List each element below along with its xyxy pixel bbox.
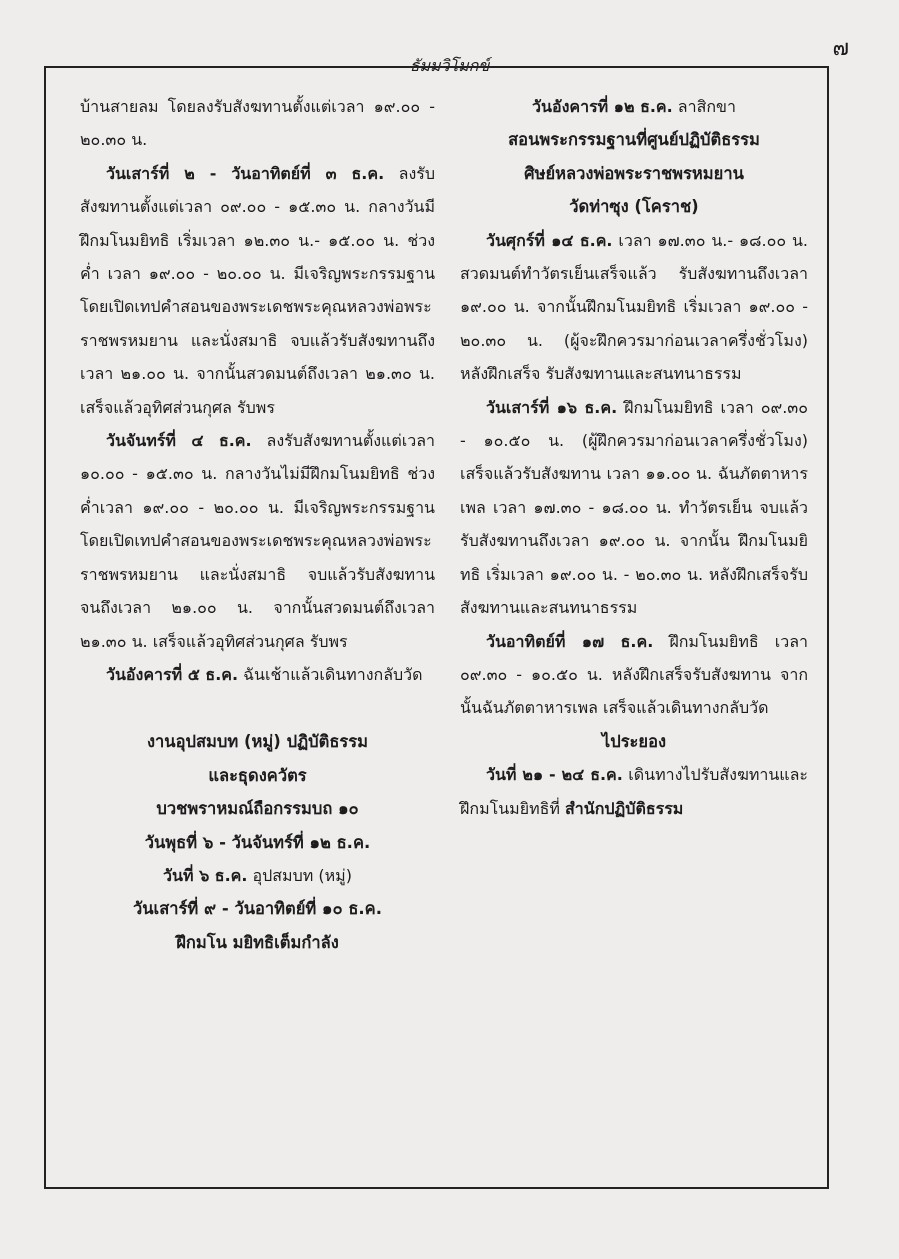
paragraph-text: ฉันเช้าแล้วเดินทางกลับวัด (238, 664, 423, 684)
schedule-full-training: ฝึกมโน มยิทธิเต็มกำลัง (176, 932, 339, 952)
running-title: ธัมมวิโมกข์ (409, 56, 490, 75)
section-title-rayong: ไประยอง (601, 731, 667, 751)
section-title-korat: วัดท่าซุง (โคราช) (569, 197, 699, 217)
right-column (460, 90, 808, 825)
paragraph-dec-5 (80, 658, 435, 691)
paragraph-text: ลาสิกขา (672, 97, 736, 116)
place-name: สำนักปฏิบัติธรรม (565, 798, 684, 818)
page-number: ๗ (832, 36, 849, 61)
date-heading: วันเสาร์ที่ ๑๖ ธ.ค. (486, 397, 618, 417)
paragraph-dec-14 (460, 224, 808, 391)
paragraph-dec-2-3 (80, 157, 435, 424)
paragraph-text: ลงรับสังฆทานตั้งแต่เวลา ๐๙.๐๐ - ๑๕.๓๐ น. กลางวันมีฝึกมโนมยิทธิ เริ่มเวลา ๑๒.๓๐ น.- ๑๕.๐๐ น. ช่วงค่ำ เวลา ๑๙.๐๐ - ๒๐.๐๐ น. มีเจริญพระกรรมฐาน โดยเปิดเทปคำสอนของพระเดชพระคุณหลวงพ่อพระราชพรหมยาน และนั่งสมาธิ จบแล้วรับสังฆทานถึงเวลา ๒๑.๐๐ น. จากนั้นสวดมนต์ถึงเวลา ๒๑.๓๐ น. เสร็จแล้วอุทิศส่วนกุศล รับพร (80, 163, 436, 417)
date-heading: วันอาทิตย์ที่ ๑๗ ธ.ค. (486, 631, 654, 651)
paragraph-dec-4 (80, 424, 435, 658)
date-heading: วันเสาร์ที่ ๒ - วันอาทิตย์ที่ ๓ ธ.ค. (106, 163, 385, 183)
paragraph-dec-12 (460, 90, 808, 123)
date-heading: วันศุกร์ที่ ๑๔ ธ.ค. (486, 230, 613, 250)
date-heading: วันอังคารที่ ๕ ธ.ค. (106, 664, 239, 684)
paragraph-dec-16 (460, 391, 808, 625)
section-title-ordination: งานอุปสมบท (หมู่) ปฏิบัติธรรม (146, 732, 369, 752)
section-title-teaching: สอนพระกรรมฐานที่ศูนย์ปฏิบัติธรรม (508, 130, 760, 150)
paragraph-text: เวลา ๑๗.๓๐ น.- ๑๘.๐๐ น. สวดมนต์ทำวัตรเย็นเสร็จแล้ว รับสังฆทานถึงเวลา ๑๙.๐๐ น. จากนั้นฝึกมโนมยิทธิ เริ่มเวลา ๑๙.๐๐ - ๒๐.๓๐ น. (ผู้จะฝึกควรมาก่อนเวลาครึ่งชั่วโมง) หลังฝึกเสร็จ รับสังฆทานและสนทนาธรรม (460, 230, 808, 384)
paragraph-text: อุปสมบท (หมู่) (247, 865, 352, 885)
paragraph-dec-17 (460, 625, 808, 725)
schedule-dec-6 (80, 859, 435, 892)
date-heading: วันที่ ๖ ธ.ค. (163, 865, 248, 885)
date-heading: วันที่ ๒๑ - ๒๔ ธ.ค. (486, 765, 623, 785)
section-date-range: วันพุธที่ ๖ - วันจันทร์ที่ ๑๒ ธ.ค. (144, 832, 371, 852)
paragraph-bansailom: บ้านสายลม โดยลงรับสังฆทานตั้งแต่เวลา ๑๙.๐๐ - ๒๐.๓๐ น. (80, 97, 435, 150)
spacer (80, 691, 435, 725)
date-heading: วันจันทร์ที่ ๔ ธ.ค. (106, 431, 252, 451)
left-column (80, 90, 435, 959)
paragraph-text: ฝึกมโนมยิทธิ เวลา ๐๙.๓๐ - ๑๐.๕๐ น. (ผู้ฝึกควรมาก่อนเวลาครึ่งชั่วโมง) เสร็จแล้วรับสังฆทาน เวลา ๑๑.๐๐ น. ฉันภัตตาหารเพล เวลา ๑๗.๓๐ - ๑๘.๐๐ น. ทำวัตรเย็น จบแล้วรับสังฆทานถึงเวลา ๑๙.๐๐ น. จากนั้น ฝึกมโนมยิทธิ เริ่มเวลา ๑๙.๐๐ น. - ๒๐.๓๐ น. หลังฝึกเสร็จรับสังฆทานและสนทนาธรรม (460, 397, 808, 618)
paragraph-text: ฝึกมโนมยิทธิ เวลา ๐๙.๓๐ - ๑๐.๕๐ น. หลังฝึกเสร็จรับสังฆทาน จากนั้นฉันภัตตาหารเพล เสร็จแล้วเดินทางกลับวัด (460, 631, 808, 718)
section-title-brahmin: บวชพราหมณ์ถือกรรมบถ ๑๐ (156, 799, 359, 819)
schedule-dec-9-10: วันเสาร์ที่ ๙ - วันอาทิตย์ที่ ๑๐ ธ.ค. (133, 899, 382, 919)
date-heading: วันอังคารที่ ๑๒ ธ.ค. (532, 97, 673, 116)
paragraph-text: เดินทางไปรับสังฆทานและฝึกมโนมยิทธิที่ (460, 765, 809, 818)
section-title-disciples: ศิษย์หลวงพ่อพระราชพรหมยาน (524, 163, 744, 183)
paragraph-dec-21-24 (460, 758, 808, 825)
paragraph-text: ลงรับสังฆทานตั้งแต่เวลา ๑๐.๐๐ - ๑๕.๓๐ น. กลางวันไม่มีฝึกมโนมยิทธิ ช่วงค่ำเวลา ๑๙.๐๐ - ๒๐.๐๐ น. มีเจริญพระกรรมฐาน โดยเปิดเทปคำสอนของพระเดชพระคุณหลวงพ่อพระราชพรหมยาน และนั่งสมาธิ จบแล้วรับสังฆทานจนถึงเวลา ๒๑.๐๐ น. จากนั้นสวดมนต์ถึงเวลา ๒๑.๓๐ น. เสร็จแล้วอุทิศส่วนกุศล รับพร (80, 431, 435, 651)
section-title-dhutanga: และธุดงควัตร (208, 765, 307, 785)
